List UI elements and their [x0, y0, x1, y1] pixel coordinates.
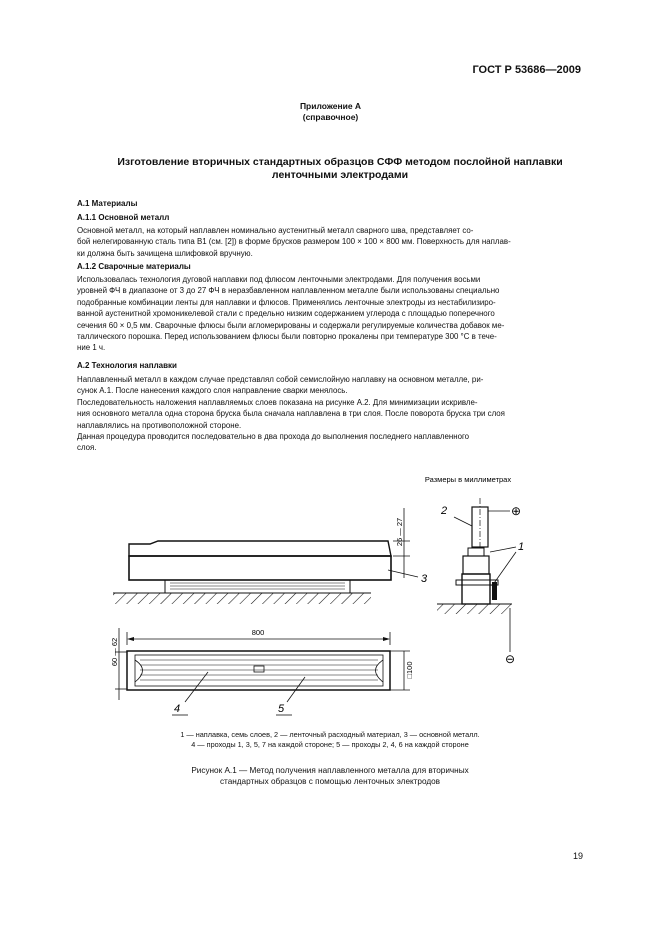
section-a11-heading: А.1.1 Основной металл — [77, 213, 170, 222]
section-a12-heading: А.1.2 Сварочные материалы — [77, 262, 191, 271]
figure-caption-line-1: Рисунок А.1 — Метод получения наплавленного металла для вторичных — [191, 766, 469, 775]
legend-line-2: 4 — проходы 1, 3, 5, 7 на каждой стороне; 5 — проходы 2, 4, 6 на каждой стороне — [191, 740, 469, 749]
text-line: уровней ФЧ в диапазоне от 3 до 27 ФЧ в неразбавленном наплавленном металле были использованы специально — [77, 286, 500, 296]
bar-plan-outline — [127, 651, 390, 690]
section-a2-heading: А.2 Технология наплавки — [77, 361, 177, 370]
dim-thickness: 26 — 27 — [395, 517, 404, 547]
dim-width: 60 — 62 — [110, 637, 119, 667]
base-metal-bar — [129, 556, 391, 580]
text-line: ки должна быть зачищена шлифовкой вручную. — [77, 248, 253, 258]
units-note: Размеры в миллиметрах — [424, 475, 512, 484]
bar-section — [462, 574, 490, 604]
text-line: Наплавленный металл в каждом случае представлял собой семислойную наплавку на основном металле, ри- — [77, 375, 484, 384]
label-1: 1 — [518, 541, 525, 553]
section-a1-heading: А.1 Материалы — [77, 199, 138, 208]
page-number: 19 — [572, 851, 583, 861]
text-line: сунок А.1. После нанесения каждого слоя направление сварки менялось. — [77, 386, 348, 396]
label-2: 2 — [441, 505, 448, 517]
overlay-deposit — [129, 541, 391, 556]
text-line: Данная процедура проводится последовательно в два прохода до выполнения последнего наплавленного — [77, 432, 470, 442]
figure-a1-drawing — [0, 470, 661, 725]
main-title-line-2: ленточными электродами — [271, 169, 409, 181]
dim-square: □100 — [405, 661, 414, 679]
text-line: сечения 60 × 0,5 мм. Сварочные флюсы были агломерированы и содержали регулируемые количества добавок ме- — [77, 320, 505, 330]
side-view — [113, 508, 428, 604]
plan-view — [110, 628, 414, 715]
figure-caption-line-2: стандартных образцов с помощью ленточных электродов — [219, 777, 441, 786]
deposit-section — [463, 556, 489, 574]
text-line: Использовалась технология дуговой наплавки под флюсом ленточными электродами. Для получения восьми — [77, 275, 481, 284]
appendix-subtitle: (справочное) — [302, 112, 359, 122]
end-view — [437, 498, 524, 666]
label-3: 3 — [421, 573, 428, 585]
text-line: Основной металл, на который наплавлен номинально аустенитный металл сварного шва, представляет со- — [77, 226, 474, 235]
label-5: 5 — [278, 703, 285, 715]
figure-caption — [60, 765, 600, 787]
text-line: бой нелегированную сталь типа В1 (см. [2]) в форме брусков размером 100 × 100 × 800 мм. Поверхность для наплав- — [77, 237, 511, 247]
section-a11-text — [77, 225, 580, 259]
text-line: подобранные комбинации ленты для наплавки и флюсов. Применялись ленточные электроды из нестабилизиро- — [77, 297, 496, 307]
minus-terminal: ⊖ — [504, 652, 516, 666]
text-line: ния основного металла одна сторона бруска была сначала наплавлена в три слоя. После поворота бруска три слоя — [77, 409, 505, 419]
label-4: 4 — [174, 703, 181, 715]
appendix-title: Приложение А — [299, 101, 362, 111]
support-block — [165, 580, 350, 593]
section-a2-text — [77, 374, 580, 454]
dim-length: 800 — [251, 628, 265, 637]
text-line: слоя. — [77, 443, 97, 453]
standard-header: ГОСТ Р 53686—2009 — [472, 64, 581, 76]
ground-hatch — [113, 593, 371, 604]
text-line: ванной аустенитной хромоникелевой стали с предельно низким содержанием углерода с площадью поперечного — [77, 309, 495, 319]
text-line: Последовательность наложения наплавляемых слоев показана на рисунке А.2. Для минимизации искривле- — [77, 397, 478, 407]
plus-terminal: ⊕ — [510, 504, 522, 518]
section-a12-text — [77, 274, 580, 354]
text-line: наплавлялись на противоположной стороне. — [77, 420, 242, 430]
main-title — [60, 156, 620, 182]
text-line: таллического порошка. Перед использованием флюсы были повторно прокалены при температуре 300 °С в тече- — [77, 332, 497, 342]
text-line: ние 1 ч. — [77, 343, 106, 353]
main-title-line-1: Изготовление вторичных стандартных образцов СФФ методом послойной наплавки — [117, 156, 563, 168]
figure-legend — [60, 730, 600, 750]
ground-hatch-right — [437, 604, 512, 614]
legend-line-1: 1 — наплавка, семь слоев, 2 — ленточный расходный материал, 3 — основной металл. — [180, 730, 480, 739]
